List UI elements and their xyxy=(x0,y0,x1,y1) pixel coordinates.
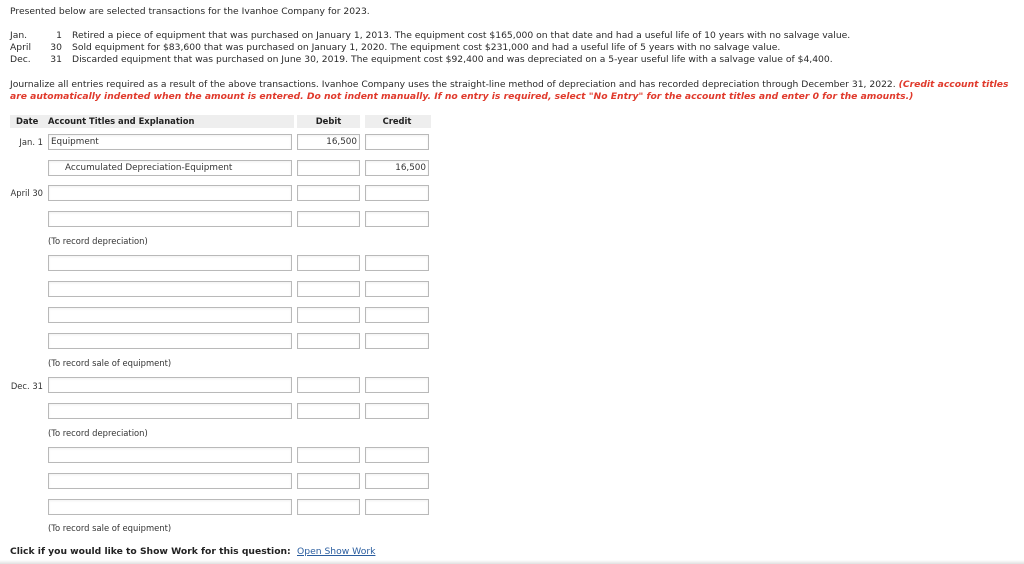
account-field[interactable] xyxy=(48,333,292,349)
transaction-text: Discarded equipment that was purchased on June 30, 2019. The equipment cost $92,400 and was depreciated on a 5-year useful life with a salvage value of $4,400. xyxy=(72,54,833,65)
credit-field[interactable] xyxy=(365,134,429,150)
debit-field[interactable] xyxy=(297,255,360,271)
account-field[interactable] xyxy=(48,255,292,271)
account-field[interactable] xyxy=(48,307,292,323)
transaction-day: 31 xyxy=(50,54,62,65)
debit-field[interactable] xyxy=(297,377,360,393)
account-field[interactable] xyxy=(48,185,292,201)
debit-field[interactable] xyxy=(297,473,360,489)
account-field[interactable] xyxy=(48,499,292,515)
debit-field[interactable]: 16,500 xyxy=(297,134,360,150)
credit-field[interactable] xyxy=(365,211,429,227)
header-debit: Debit xyxy=(315,116,342,126)
entry-note: (To record sale of equipment) xyxy=(48,358,172,368)
credit-field[interactable] xyxy=(365,377,429,393)
show-work-prompt: Click if you would like to Show Work for this question: xyxy=(10,546,291,557)
instructions xyxy=(10,79,1020,102)
bottom-shadow xyxy=(0,560,1024,564)
credit-field[interactable] xyxy=(365,403,429,419)
date-april-30: April 30 xyxy=(10,188,43,198)
open-show-work-link[interactable]: Open Show Work xyxy=(297,546,376,557)
credit-field[interactable] xyxy=(365,255,429,271)
debit-field[interactable] xyxy=(297,403,360,419)
credit-field[interactable] xyxy=(365,333,429,349)
entry-note: (To record depreciation) xyxy=(48,428,148,438)
instructions-warning: (Credit account titles are automatically indented when the amount is entered. Do not indent manually. If no entry is required, select "No Entry" for the account titles and enter 0 for the amounts.) xyxy=(10,79,1009,102)
credit-field[interactable] xyxy=(365,473,429,489)
instructions-text: Journalize all entries required as a result of the above transactions. Ivanhoe Company uses the straight-line method of depreciation and has recorded depreciation through December 31, 2022. xyxy=(10,79,896,90)
account-field[interactable]: Equipment xyxy=(48,134,292,150)
credit-field[interactable] xyxy=(365,185,429,201)
account-field[interactable] xyxy=(48,211,292,227)
credit-field[interactable] xyxy=(365,307,429,323)
entry-note: (To record sale of equipment) xyxy=(48,523,172,533)
credit-field[interactable]: 16,500 xyxy=(365,160,429,176)
account-field[interactable] xyxy=(48,447,292,463)
transaction-text: Sold equipment for $83,600 that was purchased on January 1, 2020. The equipment cost $231,000 and had a useful life of 5 years with no salvage value. xyxy=(72,42,781,53)
debit-field[interactable] xyxy=(297,499,360,515)
debit-field[interactable] xyxy=(297,211,360,227)
header-date: Date xyxy=(16,116,39,126)
date-dec-31: Dec. 31 xyxy=(10,381,43,391)
date-jan-1: Jan. 1 xyxy=(19,137,43,147)
account-field[interactable] xyxy=(48,403,292,419)
transaction-month: Dec. xyxy=(10,54,31,65)
debit-field[interactable] xyxy=(297,447,360,463)
transaction-month: April xyxy=(10,42,31,53)
credit-field[interactable] xyxy=(365,499,429,515)
debit-field[interactable] xyxy=(297,281,360,297)
account-field[interactable]: Accumulated Depreciation-Equipment xyxy=(48,160,292,176)
intro-text: Presented below are selected transactions for the Ivanhoe Company for 2023. xyxy=(10,6,370,17)
credit-field[interactable] xyxy=(365,447,429,463)
debit-field[interactable] xyxy=(297,307,360,323)
header-account: Account Titles and Explanation xyxy=(48,116,195,126)
account-field[interactable] xyxy=(48,377,292,393)
debit-field[interactable] xyxy=(297,160,360,176)
entry-note: (To record depreciation) xyxy=(48,236,148,246)
transaction-day: 1 xyxy=(56,30,62,41)
header-credit: Credit xyxy=(382,116,412,126)
account-field[interactable] xyxy=(48,281,292,297)
debit-field[interactable] xyxy=(297,185,360,201)
transaction-month: Jan. xyxy=(10,30,28,41)
transaction-text: Retired a piece of equipment that was purchased on January 1, 2013. The equipment cost $165,000 on that date and had a useful life of 10 years with no salvage value. xyxy=(72,30,851,41)
transaction-day: 30 xyxy=(50,42,62,53)
credit-field[interactable] xyxy=(365,281,429,297)
account-field[interactable] xyxy=(48,473,292,489)
debit-field[interactable] xyxy=(297,333,360,349)
